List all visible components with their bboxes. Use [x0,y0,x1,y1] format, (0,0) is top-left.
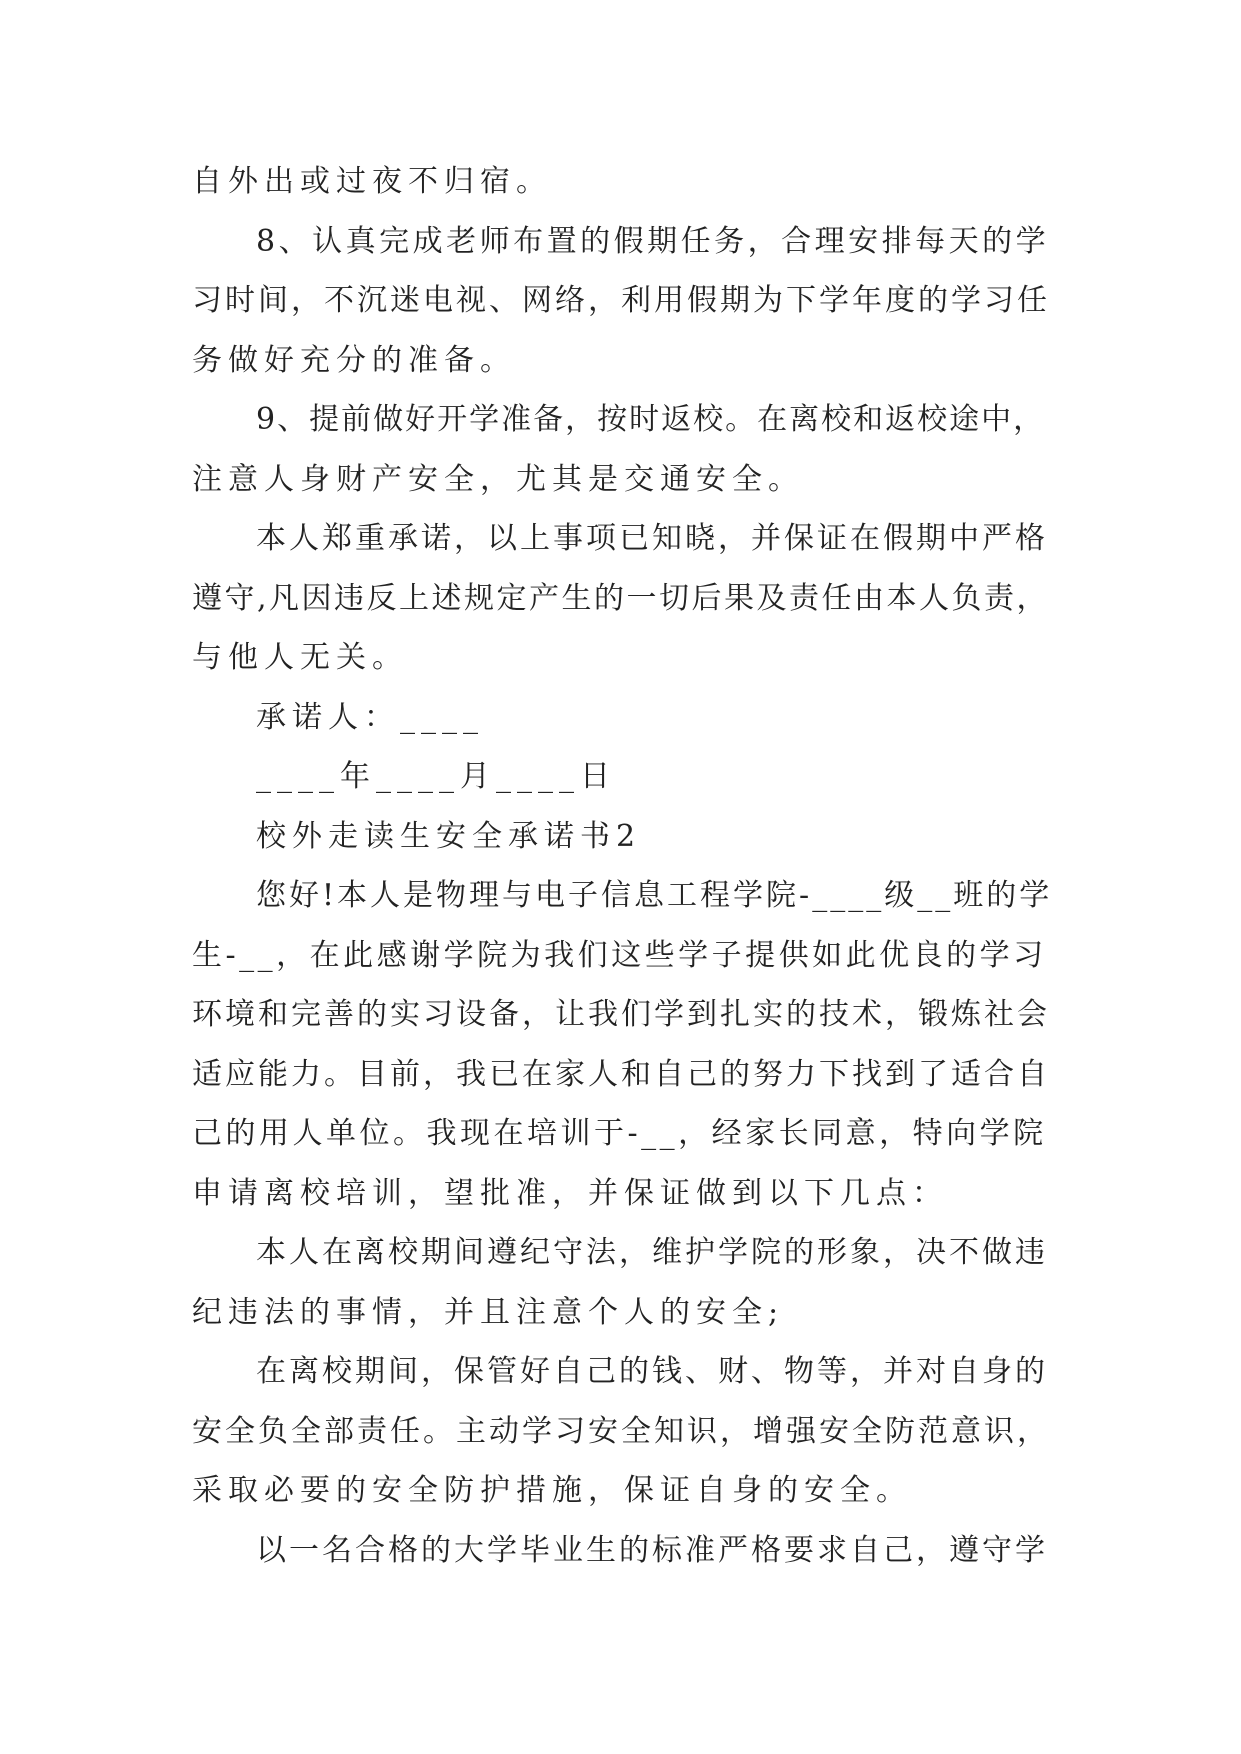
text-line: 与他人无关。 [192,640,408,675]
text-line: 己的用人单位。我现在培训于-__，经家长同意，特向学院 [192,1116,1047,1151]
text-line: 采取必要的安全防护措施，保证自身的安全。 [192,1473,912,1508]
text-line: 自外出或过夜不归宿。 [192,164,552,199]
text-line: 申请离校培训，望批准，并保证做到以下几点： [192,1175,948,1211]
text-line: 本人郑重承诺，以上事项已知晓，并保证在假期中严格 [256,521,1048,556]
text-line: 您好!本人是物理与电子信息工程学院-____级__班的学 [256,878,1053,913]
text-line: 生-__，在此感谢学院为我们这些学子提供如此优良的学习 [192,937,1047,973]
text-line: ____年____月____日 [256,759,616,794]
text-line: 纪违法的事情，并且注意个人的安全; [192,1294,785,1330]
text-line: 本人在离校期间遵纪守法，维护学院的形象，决不做违 [256,1235,1048,1270]
text-line: 务做好充分的准备。 [192,342,516,378]
text-line: 校外走读生安全承诺书2 [256,818,642,854]
text-line: 适应能力。目前，我已在家人和自己的努力下找到了适合自 [192,1056,1050,1092]
text-line: 遵守,凡因违反上述规定产生的一切后果及责任由本人负责， [192,580,1050,616]
text-line: 在离校期间，保管好自己的钱、财、物等，并对自身的 [256,1354,1048,1389]
text-line: 注意人身财产安全，尤其是交通安全。 [192,461,804,497]
text-line: 承诺人：____ [256,699,484,735]
text-line: 安全负全部责任。主动学习安全知识，增强安全防范意识， [192,1413,1050,1449]
document-body [192,152,1052,1580]
text-line: 环境和完善的实习设备，让我们学到扎实的技术，锻炼社会 [192,997,1050,1032]
text-line: 9、提前做好开学准备，按时返校。在离校和返校途中， [256,402,1046,437]
text-line: 8、认真完成老师布置的假期任务，合理安排每天的学 [256,223,1050,259]
text-line: 以一名合格的大学毕业生的标准严格要求自己，遵守学 [256,1532,1048,1568]
text-line: 习时间，不沉迷电视、网络，利用假期为下学年度的学习任 [192,283,1050,318]
